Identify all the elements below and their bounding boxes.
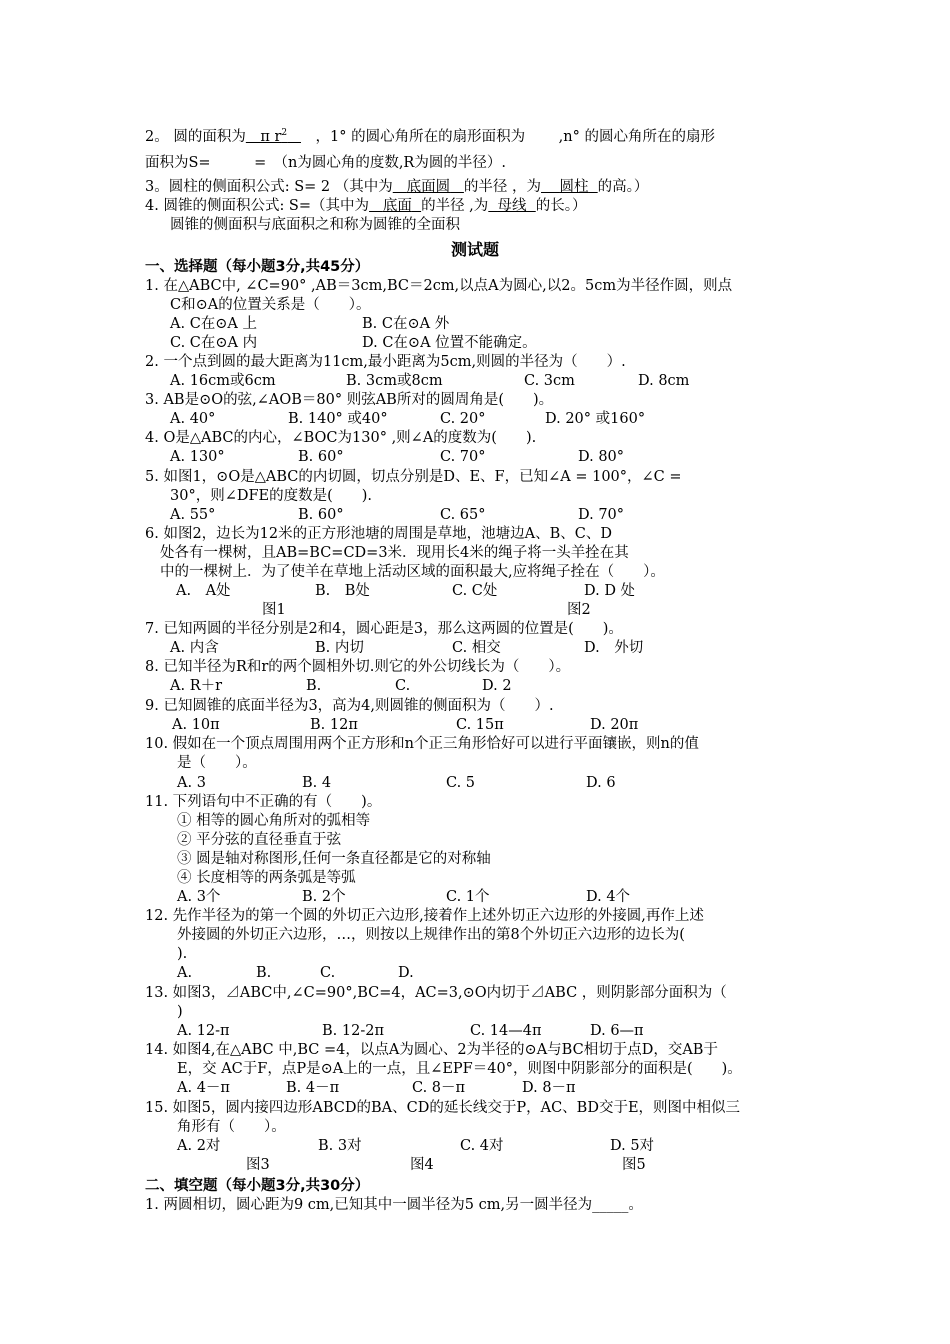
option: B. 4 (302, 775, 332, 791)
question-15: 15. 如图5，圆内接四边形ABCD的BA、CD的延长线交于P，AC、BD交于E，则图中相似三 (145, 1100, 741, 1116)
option: D. D 处 (584, 583, 636, 599)
question-3: 3. AB是⊙O的弦,∠AOB＝80° 则弦AB所对的圆周角是( )。 (145, 392, 554, 408)
statement: ③ 圆是轴对称图形,任何一条直径都是它的对称轴 (177, 851, 491, 867)
blank-area-answer: π $r^2$ (245, 128, 288, 145)
fill-question-1: 1. 两圆相切，圆心距为9 cm,已知其中一圆半径为5 cm,另一圆半径为_____。 (145, 1197, 643, 1213)
question-12: 12. 先作半径为的第一个圆的外切正六边形,接着作上述外切正六边形的外接圆,再作上述 (145, 908, 704, 924)
question-6-cont: 中的一棵树上．为了使羊在草地上活动区域的面积最大,应将绳子拴在（ ）。 (160, 564, 665, 580)
option: D. 4个 (586, 889, 631, 905)
page-title: 测试题 (450, 240, 499, 259)
option: B. C在⊙A 外 (362, 316, 450, 332)
option: C. 相交 (452, 640, 501, 656)
blank-base: 底面 (382, 198, 412, 214)
option: A. 10π (172, 717, 220, 733)
question-2: 2. 一个点到圆的最大距离为11cm,最小距离为5cm,则圆的半径为（ ）. (145, 354, 626, 370)
option: A. 内含 (170, 640, 219, 656)
option: B. 内切 (315, 640, 364, 656)
text: 2。 圆的面积为 (145, 128, 246, 145)
question-8: 8. 已知半径为R和r的两个圆相外切.则它的外公切线长为（ ）。 (145, 659, 571, 675)
option: C. C在⊙A 内 (170, 335, 258, 351)
question-4: 4. O是△ABC的内心，∠BOC为130° ,则∠A的度数为( ). (145, 430, 537, 446)
formula-line-2 (145, 124, 715, 147)
formula-line-2b: 面积为S= = （n为圆心角的度数,R为圆的半径）. (145, 155, 506, 171)
blank-cylinder: 圆柱 (559, 179, 589, 195)
option: C. 3cm (524, 373, 575, 389)
blank-base-circle: 底面圆 (406, 179, 451, 195)
figure-caption: 图4 (410, 1157, 434, 1173)
option: A. 12-π (177, 1023, 230, 1039)
option: A. (177, 965, 193, 981)
option: A. 40° (170, 411, 216, 427)
question-10-cont: 是（ ）。 (177, 755, 257, 771)
question-12-cont: ). (177, 946, 188, 962)
option: C. 15π (456, 717, 504, 733)
option: D. 20° 或160° (545, 411, 646, 427)
question-14: 14. 如图4,在△ABC 中,BC =4，以点A为圆心、2为半径的⊙A与BC相切于点D，交AB于 (145, 1042, 718, 1058)
formula-line-5: 圆锥的侧面积与底面积之和称为圆锥的全面积 (170, 217, 460, 233)
option: D. 5对 (610, 1138, 655, 1154)
option: D. 8cm (638, 373, 690, 389)
statement: ① 相等的圆心角所对的弧相等 (177, 813, 371, 829)
option: D. 2 (482, 678, 512, 694)
option: B. (306, 678, 322, 694)
option: C. (320, 965, 336, 981)
option: A. 55° (170, 507, 216, 523)
option: B. 3cm或8cm (346, 373, 443, 389)
option: C. 20° (440, 411, 486, 427)
option: A. 4－π (177, 1080, 230, 1096)
question-14-cont: E，交 AC于F，点P是⊙A上的一点，且∠EPF＝40°，则图中阴影部分的面积是( )。 (177, 1061, 742, 1077)
formula-line-4: 4. 圆锥的侧面积公式: S=（其中为 底面 的半径 ,为 母线 的长。） (145, 198, 587, 214)
option: B. 3对 (318, 1138, 362, 1154)
option: D. 6—π (590, 1023, 644, 1039)
option: A. 16cm或6cm (170, 373, 276, 389)
option: C. C处 (452, 583, 498, 599)
option: B. (256, 965, 272, 981)
option: B. 2个 (302, 889, 346, 905)
option: D. 8－π (522, 1080, 576, 1096)
option: B. 12-2π (322, 1023, 384, 1039)
question-15-cont: 角形有（ ）。 (177, 1119, 286, 1135)
section-heading-1: 一、选择题（每小题3分,共45分） (145, 259, 370, 275)
question-5: 5. 如图1，⊙O是△ABC的内切圆，切点分别是D、E、F，已知∠A = 100°，∠C = (145, 469, 682, 485)
option: C. 5 (446, 775, 476, 791)
question-13: 13. 如图3，⊿ABC中,∠C=90°,BC=4，AC=3,⊙O内切于⊿ABC ，则阴影部分面积为（ (145, 985, 727, 1001)
option: D. C在⊙A 位置不能确定。 (362, 335, 537, 351)
option: B. 4－π (286, 1080, 340, 1096)
option: C. 65° (440, 507, 486, 523)
question-1: 1. 在△ABC中, ∠C=90° ,AB＝3cm,BC＝2cm,以点A为圆心,以2。5cm为半径作圆，则点 (145, 278, 733, 294)
figure-caption: 图1 (262, 602, 286, 618)
question-12-cont: 外接圆的外切正六边形，…，则按以上规律作出的第8个外切正六边形的边长为( (177, 927, 685, 943)
option: B. 12π (310, 717, 358, 733)
option: D. 80° (578, 449, 625, 465)
text: ，1° 的圆心角所在的扇形面积为 ,n° 的圆心角所在的扇形 (300, 128, 715, 145)
formula-line-3: 3。圆柱的侧面积公式: S= 2 （其中为 底面圆 的半径 ，为 圆柱 的高。） (145, 179, 649, 195)
option: D. 外切 (584, 640, 644, 656)
option: B. 140° 或40° (288, 411, 388, 427)
figure-caption: 图3 (246, 1157, 270, 1173)
statement: ④ 长度相等的两条弧是等弧 (177, 870, 356, 886)
option: C. (395, 678, 411, 694)
question-1-cont: C和⊙A的位置关系是（ ）。 (170, 297, 371, 313)
option: C. 4对 (460, 1138, 504, 1154)
question-6: 6. 如图2，边长为12米的正方形池塘的周围是草地，池塘边A、B、C、D (145, 526, 612, 542)
option: C. 14—4π (470, 1023, 542, 1039)
statement: ② 平分弦的直径垂直于弦 (177, 832, 342, 848)
option: C. 1个 (446, 889, 490, 905)
option: D. 6 (586, 775, 616, 791)
option: A. 3 (177, 775, 206, 791)
option: A. 130° (170, 449, 225, 465)
question-13-cont: ) (177, 1004, 183, 1020)
blank-generatrix: 母线 (497, 198, 527, 214)
question-11: 11. 下列语句中不正确的有（ )。 (145, 794, 382, 810)
option: C. 70° (440, 449, 486, 465)
figure-caption: 图5 (622, 1157, 646, 1173)
option: A. C在⊙A 上 (170, 316, 258, 332)
option: C. 8－π (412, 1080, 466, 1096)
question-10: 10. 假如在一个顶点周围用两个正方形和n个正三角形恰好可以进行平面镶嵌，则n的值 (145, 736, 699, 752)
question-5-cont: 30°，则∠DFE的度数是( ). (170, 488, 373, 504)
option: D. (398, 965, 414, 981)
option: A. 2对 (177, 1138, 221, 1154)
option: B. 60° (298, 507, 344, 523)
question-7: 7. 已知两圆的半径分别是2和4，圆心距是3，那么这两圆的位置是( )。 (145, 621, 623, 637)
figure-caption: 图2 (567, 602, 591, 618)
option: A. 3个 (177, 889, 221, 905)
option: A. R＋r (170, 678, 223, 694)
option: B. B处 (315, 583, 370, 599)
option: A. A处 (176, 583, 231, 599)
option: D. 20π (590, 717, 639, 733)
question-9: 9. 已知圆锥的底面半径为3，高为4,则圆锥的侧面积为（ ）. (145, 698, 554, 714)
section-heading-2: 二、填空题（每小题3分,共30分） (145, 1178, 370, 1194)
option: D. 70° (578, 507, 625, 523)
option: B. 60° (298, 449, 344, 465)
question-6-cont: 处各有一棵树，且AB=BC=CD=3米．现用长4米的绳子将一头羊拴在其 (160, 545, 629, 561)
